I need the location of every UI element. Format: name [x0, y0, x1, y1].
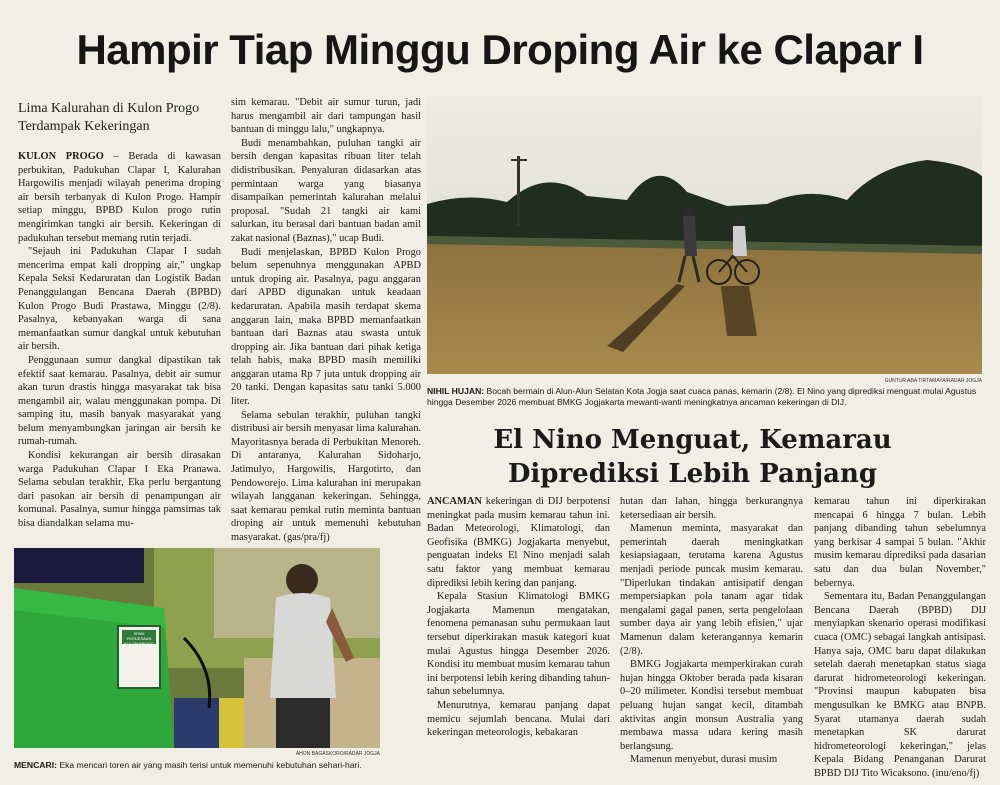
article2-column-2 [620, 495, 803, 777]
paragraph-text: – Berada di kawasan perbukitan, Padukuhan Clapar I, Kalurahan Hargowilis menjadi wilayah penerima droping air bersih terbanyak di Kulon Progo. Hampir setiap minggu, BPBD Kulon progo rutin mengirimkan tangki air bersih. Kekeringan di padukuhan tersebut memang rutin terjadi. [18, 151, 221, 244]
photo-credit: AHON BAGASKORO/RADAR JOGJA [295, 751, 380, 757]
caption-text: Eka mencari toren air yang masih terisi untuk memenuhi kebutuhan sehari-hari. [56, 760, 362, 770]
dateline: KULON PROGO [18, 151, 104, 162]
article2-paragraph: Mamenun menyebut, durasi musim [630, 754, 778, 766]
article2-paragraph: Sementara itu, Badan Penanggulangan Bencana Daerah (BPBD) DIJ menyiapkan skenario operasi modifikasi cuaca (OMC) sebagai langkah antisipasi. Hanya saja, OMC baru dapat dilakukan setelah daerah menetapkan status siaga darurat hidrometeorologi kekeringan. "Provinsi maupun kabupaten bisa mengusulkan ke BMKG atau BNPB. Syarat utamanya daerah sudah menetapkan SK darurat hidrometeorologi kekeringan," jelas Kepala Bidang Penanganan Darurat BPBD DIJ Tito Wicaksono. (inu/eno/fj) [814, 591, 986, 779]
article2-column-3 [814, 495, 986, 777]
caption-label: NIHIL HUJAN: [427, 386, 485, 396]
article2-column-1 [427, 495, 610, 777]
article1-paragraph: Budi menjelaskan, BPBD Kulon Progo belum sepenuhnya menggunakan APBD untuk droping air. Pasalnya, pagu anggaran dari APBD digunakan untuk keadaan kedaruratan. Apabila masih terdapat skema anggaran lain, maka BPBD memanfaatkan bantuan dari Baznas atau swasta untuk dropping air. Jika bantuan dari pihak ketiga telah habis, maka BPBD masih memiliki anggaran utama Rp 7 juta untuk dropping air 20 tanki. Dengan kapasitas satu tanki 5.000 liter. [231, 246, 421, 408]
water-tank-illustration [14, 548, 380, 748]
article2-paragraph: hutan dan lahan, hingga berkurangnya ketersediaan air bersih. [620, 496, 803, 521]
headline: Hampir Tiap Minggu Droping Air ke Clapar I [76, 26, 924, 73]
article1-paragraph: Budi menambahkan, puluhan tangki air bersih dengan kapasitas ribuan liter telah didistribusikan. Penyaluran didasarkan atas permintaan warga yang biasanya disampaikan pemerintah kalurahan melalui proposal. "Sudah 21 tangki air kami salurkan, itu berasal dari bantuan badan amil zakat nasional (Baznas)," ucap Budi. [231, 137, 421, 244]
headline-line: Diprediksi Lebih Panjang [507, 459, 878, 489]
article1-paragraph [18, 150, 221, 245]
article2-paragraph: Mamenun meminta, masyarakat dan pemerintah daerah meningkatkan kesiapsiagaan, terutama karena Agustus menjadi periode puncak musim kemarau. "Diperlukan tindakan antisipatif dengan mempersiapkan pola tanam agar tidak mengalami gagal panen, serta pengelolaan sumber daya air yang lebih efisien," ujar Mamenun dalam keterangannya kemarin (2/8). [620, 523, 803, 657]
sign-line: SPAM PERDESAAN [126, 631, 152, 641]
sign-line: KULON PROGO [124, 641, 154, 646]
caption-label: MENCARI: [14, 760, 57, 770]
headline-line: El Nino Menguat, Kemarau [493, 425, 892, 455]
article1-paragraph: Kondisi kekurangan air bersih dirasakan warga Padukuhan Clapar I Eka Pranawa. Selama sebulan terakhir, Eka perlu bergantung dari pasokan air bersih di penampungan air komunal. Pasalnya, sumur hingga pamsimas tak bisa diandalkan selama mu- [18, 450, 221, 530]
lead-word: ANCAMAN [427, 496, 482, 507]
second-headline [440, 423, 945, 491]
caption-text: Bocah bermain di Alun-Alun Selatan Kota Jogja saat cuaca panas, kemarin (2/8). El Nino yang diprediksi menguat mulai Agustus hingga Desember 2026 membuat BMKG Jogjakarta mewanti-wanti meningkatnya ancaman kekeringan di DIJ. [427, 386, 977, 407]
article1-paragraph: Selama sebulan terakhir, puluhan tangki distribusi air bersih menyasar lima kalurahan. Mayoritasnya berada di Perbukitan Menoreh. Di antaranya, Kalurahan Sidoharjo, Jatimulyo, Hargowilis, Hargotirto, dan Pendoworejo. Lima kalurahan ini merupakan wilayah langganan kekeringan. Sehingga, saat kemarau pemkal rutin meminta bantuan droping air untuk memenuhi kebutuhan masyarakat. (gas/pra/fj) [231, 409, 421, 543]
park-photo [427, 96, 982, 374]
article1-column-2 [231, 96, 421, 543]
article2-paragraph: Menurutnya, kemarau panjang dapat memicu sejumlah bencana. Mulai dari kekeringan meteorologis, kebakaran [427, 699, 610, 739]
article1-paragraph: "Sejauh ini Padukuhan Clapar I sudah mencerima empat kali dropping air," ungkap Kepala Seksi Kedaruratan dan Logistik Badan Penanggulangan Bencana Daerah (BPBD) Kulon Progo Budi Prastawa, Minggu (2/8). Pasalnya, kebanyakan warga di sana memanfaatkan sumur dangkal untuk kebutuhan air bersih. [18, 246, 221, 353]
water-tank-photo [14, 548, 380, 748]
subheadline: Lima Kalurahan di Kulon Progo Terdampak Kekeringan [18, 101, 200, 134]
article1-paragraph: sim kemarau. "Debit air sumur turun, jadi harus mengambil air dari tampungan hasil bantuan di minggu lalu," ungkapnya. [231, 97, 421, 136]
park-illustration [427, 96, 982, 374]
photo-caption [14, 760, 414, 771]
sign-text [122, 631, 156, 646]
article2-paragraph [427, 495, 610, 590]
paragraph-text: kekeringan di DIJ berpotensi meningkat pada musim kemarau tahun ini. Badan Meteorologi, Klimatologi, dan Geofisika (BMKG) Jogjakarta menyebut, penguatan indeks El Nino menjadi salah satu faktor yang membuat kemarau diprediksi lebih kering dan panjang. [427, 496, 610, 589]
article2-paragraph: BMKG Jogjakarta memperkirakan curah hujan hingga Oktober berada pada kisaran 0–20 milimeter. Kondisi tersebut membuat peluang hujan sangat kecil, ditambah aktivitas angin monsun Australia yang membawa massa udara kering masih berlangsung. [620, 659, 803, 752]
article2-paragraph: kemarau tahun ini diperkirakan mencapai 6 hingga 7 bulan. Lebih panjang dibanding tahun sebelumnya yang berkisar 4 sampai 5 bulan. "Akhir musim kemarau diprediksi pada dasarian satu dan dua bulan November," bebernya. [814, 496, 986, 589]
article1-column-1 [18, 150, 221, 545]
photo-caption [427, 386, 987, 408]
photo-credit: GUNTUR ABA TIRTAMAYA/RADAR JOGJA [884, 378, 982, 384]
article2-paragraph: Kepala Stasiun Klimatologi BMKG Jogjakarta Mamenun mengatakan, fenomena pemanasan suhu permukaan laut tersebut diperkirakan masuk kategori kuat mulai Agustus hingga Desember 2026. Kondisi itu membuat musim kemarau tahun ini berpotensi lebih kering dibanding tahun-tahun sebelumnya. [427, 591, 610, 698]
article1-paragraph: Penggunaan sumur dangkal dipastikan tak efektif saat kemarau. Pasalnya, debit air sumur akan turun drastis hingga masyarakat tak bisa mengambil air, walau menggunakan pompa. Di samping itu, masih banyak masyarakat yang belum menyambungkan jaringan air bersih ke rumah-rumah. [18, 354, 221, 448]
